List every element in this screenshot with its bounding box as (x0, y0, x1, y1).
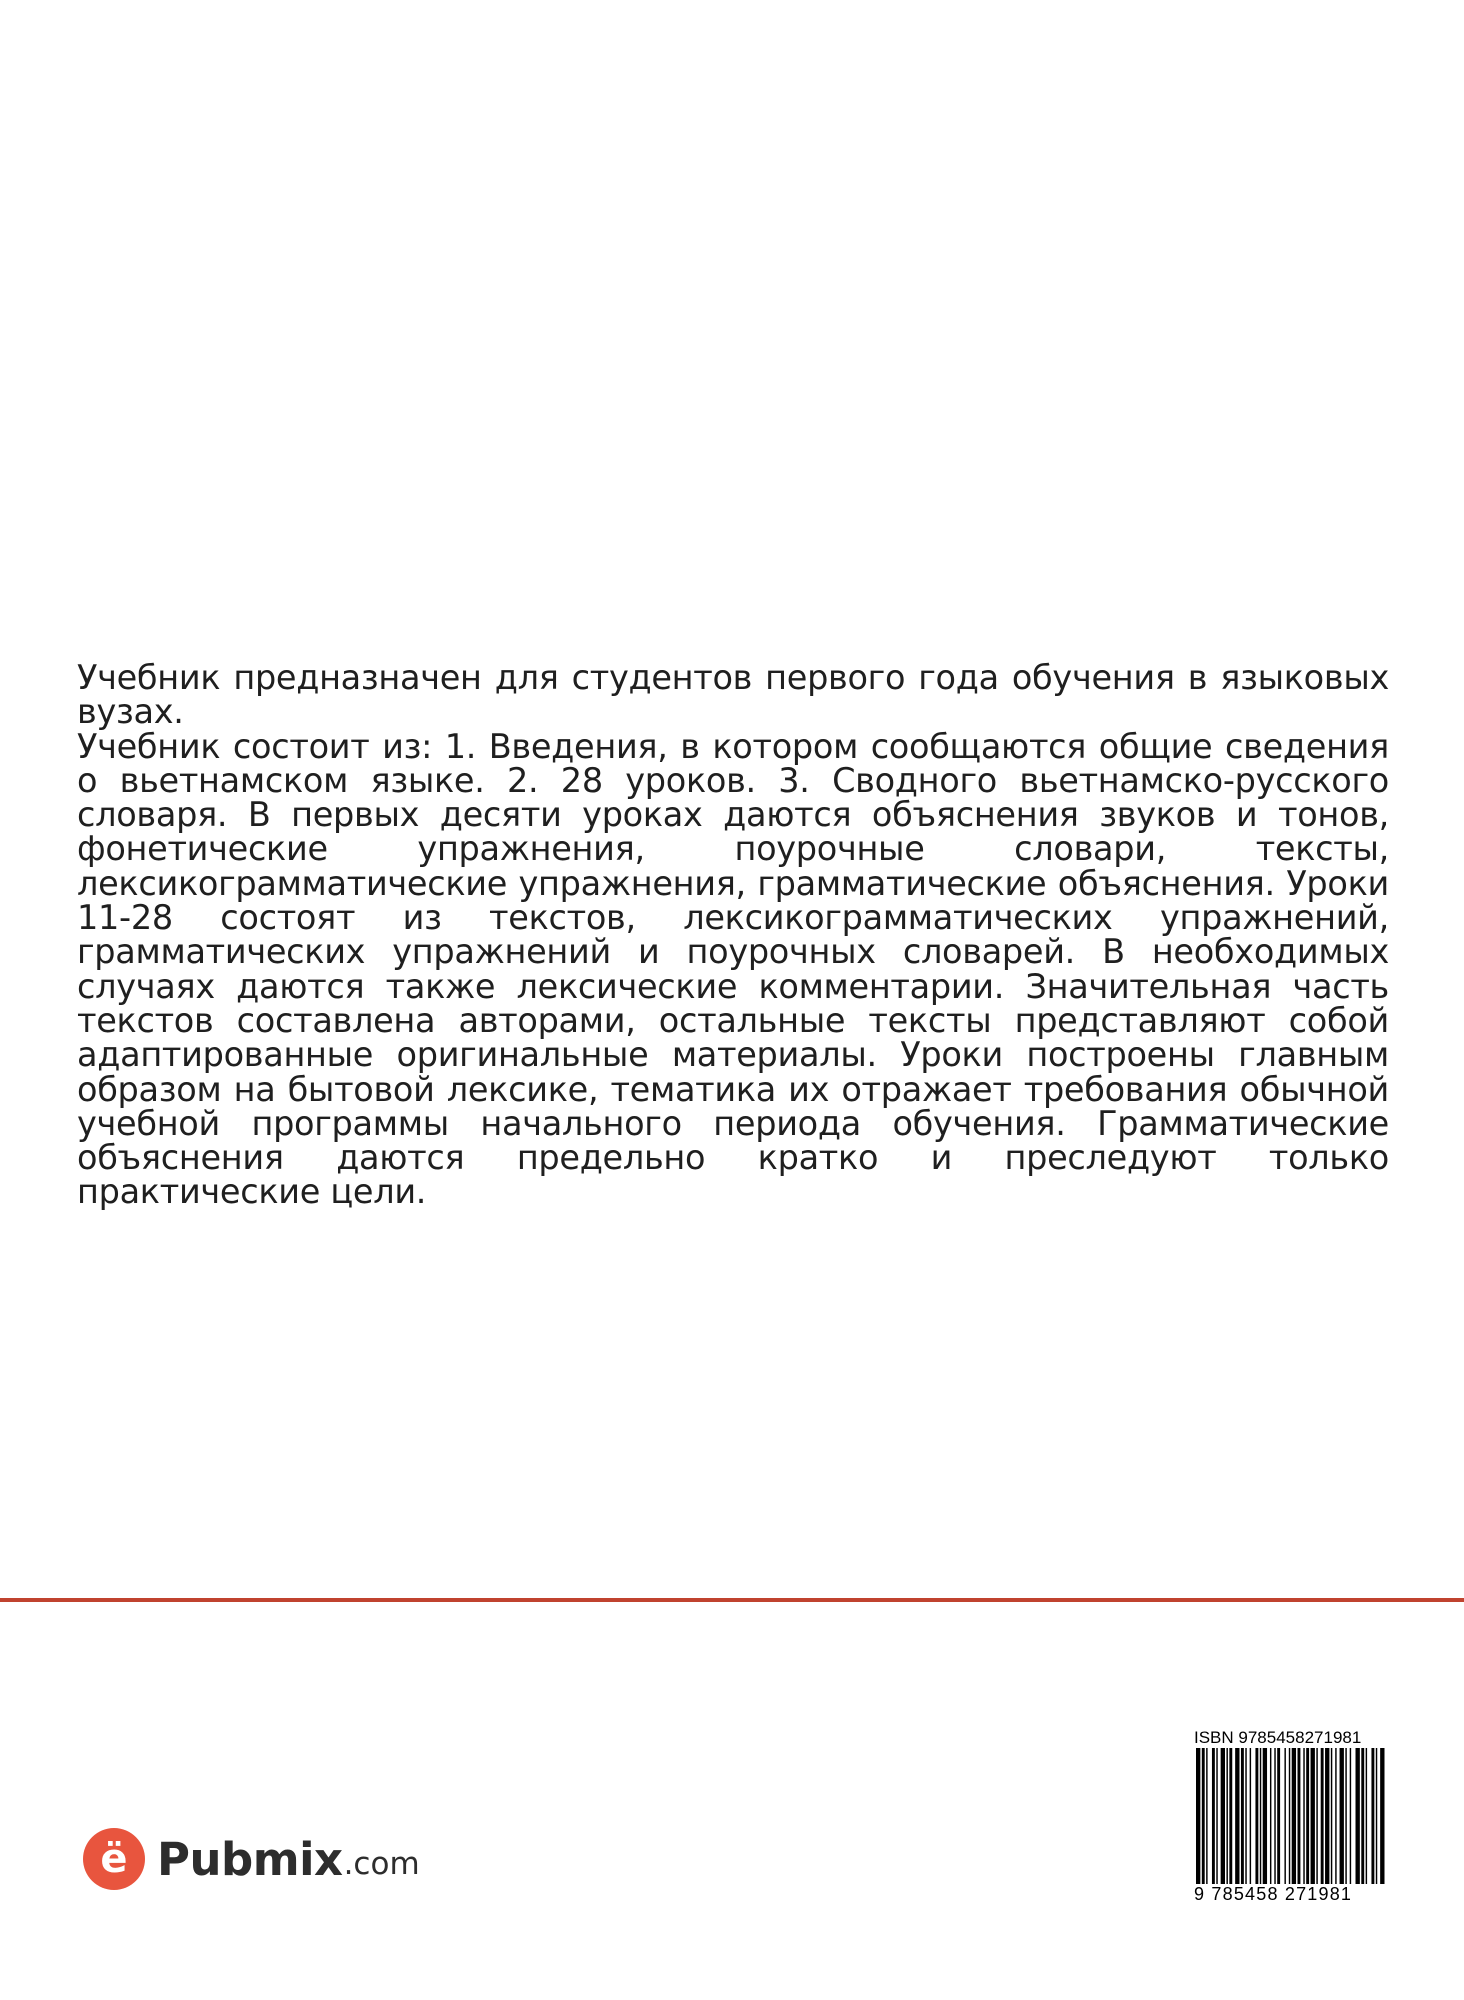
divider-line (0, 1598, 1464, 1602)
barcode-bar (1226, 1748, 1227, 1884)
barcode-bar (1306, 1748, 1309, 1884)
barcode-bar (1316, 1748, 1317, 1884)
barcode-bar (1216, 1748, 1217, 1884)
barcode-bar (1196, 1748, 1200, 1894)
barcode-bar (1356, 1748, 1360, 1884)
barcode-bar (1325, 1748, 1329, 1884)
barcode-bar (1331, 1748, 1332, 1884)
barcode-bar (1345, 1748, 1346, 1884)
isbn-label: ISBN 9785458271981 (1194, 1728, 1362, 1747)
barcode-bar (1277, 1748, 1280, 1884)
barcode-bar (1350, 1748, 1351, 1884)
barcode-bar (1340, 1748, 1344, 1884)
barcode-bar (1202, 1748, 1205, 1894)
annotation-text (77, 658, 1389, 1212)
barcode-bar (1361, 1748, 1364, 1884)
barcode-bar (1270, 1748, 1271, 1884)
barcode-bar (1366, 1748, 1367, 1884)
publisher-badge-icon: ё (83, 1828, 145, 1890)
barcode-bar (1380, 1748, 1384, 1894)
barcode-bar (1371, 1748, 1374, 1884)
barcode-bar (1376, 1748, 1377, 1884)
barcode-bar (1335, 1748, 1336, 1884)
barcode-bar (1212, 1748, 1215, 1884)
barcode-bar (1250, 1748, 1251, 1884)
annotation-paragraph-2: Учебник состоит из: 1. Введения, в котором сообщаются общие сведения о вьетнамском языке. 2. 28 уроков. 3. Сводного вьетнамско-русского словаря. В первых десяти уроках даются объяснения звуков и тонов, фонетические упражнения, поурочные словари, тексты, лексикограмматические упражнения, грамматические объяснения. Уроки 11-28 состоят из текстов, лексикограмматических упражнений, грамматических упражнений и поурочных словарей. В необходимых случаях даются также лексические комментарии. Значительная часть текстов составлена авторами, остальные тексты представляют собой адаптированные оригинальные материалы. Уроки построены главным образом на бытовой лексике, тематика их отражает требования обычной учебной программы начального периода обучения. Грамматические объяснения даются предельно кратко и преследуют только практические цели. (77, 726, 1389, 1212)
barcode-bar (1289, 1748, 1290, 1894)
barcode-bar (1260, 1748, 1261, 1884)
barcode-bars (1196, 1748, 1386, 1894)
barcode-bar (1321, 1748, 1324, 1884)
isbn-barcode (1194, 1728, 1388, 1906)
barcode-bar (1255, 1748, 1258, 1884)
barcode-bar (1274, 1748, 1275, 1884)
barcode-bar (1241, 1748, 1244, 1884)
barcode-bar (1235, 1748, 1239, 1884)
barcode-bar (1303, 1748, 1304, 1884)
barcode-bar (1206, 1748, 1207, 1884)
barcode-bar (1292, 1748, 1296, 1894)
barcode-bar (1284, 1748, 1285, 1884)
barcode-bar (1298, 1748, 1301, 1884)
barcode-bar (1245, 1748, 1246, 1884)
barcode-bar (1229, 1748, 1232, 1884)
publisher-logo (83, 1826, 420, 1892)
publisher-name: Pubmix (157, 1832, 343, 1886)
barcode-bar (1311, 1748, 1315, 1884)
barcode-bar (1221, 1748, 1225, 1884)
barcode-bar (1263, 1748, 1267, 1884)
publisher-domain: .com (343, 1846, 420, 1882)
barcode-digits: 9 785458 271981 (1194, 1884, 1388, 1905)
annotation-paragraph-1: Учебник предназначен для студентов первого года обучения в языковых вузах. (77, 658, 1389, 732)
